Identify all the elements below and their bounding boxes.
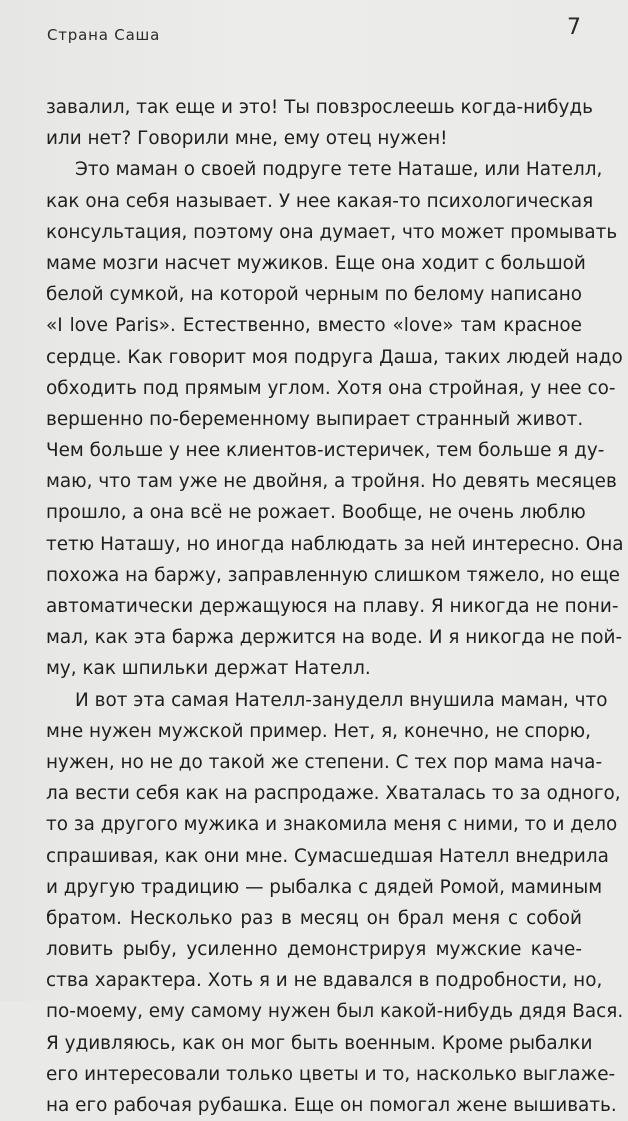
text-line: вершенно по-беременному выпирает странный живот. [46, 408, 584, 430]
text-line: обходить под прямым углом. Хотя она стройная, у нее со- [46, 377, 616, 399]
text-line: автоматически держащуюся на плаву. Я никогда не пони- [46, 596, 619, 617]
running-title: Страна Саша [47, 26, 161, 44]
text-line: тетю Наташу, но иногда наблюдать за ней интересно. Она [46, 533, 624, 555]
text-line: белой сумкой, на которой черным по белому написано [46, 284, 582, 306]
body-text [46, 92, 624, 1121]
text-line: нужен, но не до такой же степени. С тех пор мама нача- [46, 751, 603, 773]
text-line: спрашивая, как они мне. Сумасшедшая Нателл внедрила [46, 845, 609, 867]
text-line: прошло, а она всё не рожает. Вообще, не очень люблю [46, 502, 586, 524]
text-line: по-моему, ему самому нужен был какой-нибудь дядя Вася. [46, 1001, 624, 1023]
text-line: «I love Paris». Естественно, вместо «love» там красное [46, 315, 582, 337]
text-line: как она себя называет. У нее какая-то психологическая [46, 190, 594, 212]
text-line: то за другого мужика и знакомила меня с ними, то и дело [46, 814, 618, 836]
text-line: Чем больше у нее клиентов-истеричек, тем больше я ду- [46, 440, 605, 462]
text-line: братом. Несколько раз в месяц он брал меня с собой [46, 907, 582, 929]
page-number: 7 [567, 15, 581, 40]
text-line: на его рабочая рубашка. Еще он помогал жене вышивать. [46, 1095, 617, 1116]
text-line: ла вести себя как на распродаже. Хваталась то за одного, [46, 783, 621, 805]
text-line: Я удивляюсь, как он мог быть военным. Кроме рыбалки [46, 1032, 593, 1054]
text-line: его интересовали только цветы и то, насколько выглаже- [46, 1063, 616, 1085]
text-line: маю, что там уже не двойня, а тройня. Но девять месяцев [46, 471, 617, 493]
text-line: похожа на баржу, заправленную слишком тяжело, но еще [46, 564, 620, 586]
text-line: маме мозги насчет мужиков. Еще она ходит с большой [46, 252, 586, 274]
text-line: мал, как эта баржа держится на воде. И я никогда не пой- [46, 627, 623, 649]
text-line: сердце. Как говорит моя подруга Даша, таких людей надо [46, 346, 623, 368]
text-line: мне нужен мужской пример. Нет, я, конечно, не спорю, [46, 720, 591, 742]
text-line: ловить рыбу, усиленно демонстрируя мужские каче- [46, 939, 582, 961]
text-line: консультация, поэтому она думает, что может промывать [46, 221, 618, 243]
text-line: завалил, так еще и это! Ты повзрослеешь когда-нибудь [46, 97, 593, 118]
text-line: или нет? Говорили мне, ему отец нужен! [46, 128, 448, 150]
text-line: Это маман о своей подруге тете Наташе, или Нателл, [75, 159, 603, 181]
text-line: му, как шпильки держат Нателл. [46, 658, 371, 680]
text-line: ства характера. Хоть я и не вдавался в подробности, но, [46, 970, 603, 992]
text-line: и другую традицию — рыбалка с дядей Ромой, маминым [46, 876, 603, 898]
text-line: И вот эта самая Нателл-зануделл внушила маман, что [75, 689, 608, 711]
